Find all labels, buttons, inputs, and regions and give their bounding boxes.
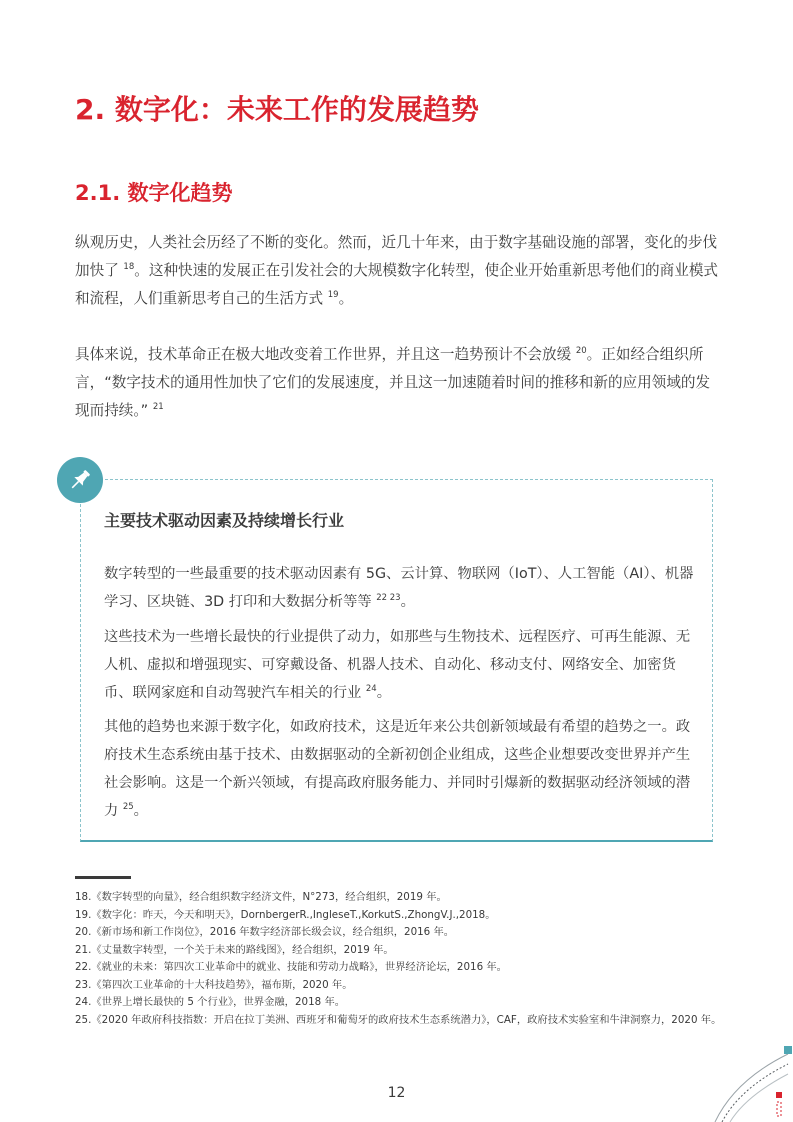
callout-paragraph-3 — [104, 713, 694, 825]
body-paragraph-1 — [75, 229, 718, 313]
footnote-reference: 22 23 — [376, 593, 401, 604]
callout-paragraph-2 — [104, 623, 694, 707]
body-paragraph-2 — [75, 341, 718, 425]
text-run: 。 — [133, 803, 148, 819]
footnote-item: 25.《2020 年政府科技指数：开启在拉丁美洲、西班牙和葡萄牙的政府技术生态系统潜力》，CAF，政府技术实验室和牛津洞察力，2020 年。 — [75, 1013, 722, 1026]
footnote-reference: 19 — [327, 290, 339, 301]
footnote-item: 19.《数字化：昨天，今天和明天》，DornbergerR.,IngleseT.,KorkutS.,ZhongV.J.,2018。 — [75, 908, 496, 921]
text-run: 。 — [376, 685, 392, 701]
footnote-item: 21.《丈量数字转型，一个关于未来的路线图》，经合组织，2019 年。 — [75, 943, 394, 956]
text-run: 数字转型的一些最重要的技术驱动因素有 5G、云计算、物联网（IoT）、人工智能（AI）、机器学习、区块链、3D 打印和大数据分析等等 — [104, 566, 694, 610]
chapter-heading: 2. 数字化：未来工作的发展趋势 — [75, 93, 479, 126]
callout-paragraph-1 — [104, 560, 694, 616]
footnote-list — [75, 889, 735, 1029]
footnote-item: 22.《就业的未来：第四次工业革命中的就业、技能和劳动力战略》，世界经济论坛，2016 年。 — [75, 961, 507, 973]
section-heading: 2.1. 数字化趋势 — [75, 181, 233, 205]
page-number: 12 — [387, 1085, 406, 1101]
footnote-divider — [75, 876, 131, 879]
text-run: 。 — [338, 290, 354, 307]
decorative-corner-graphic — [700, 1040, 793, 1122]
text-run: 具体来说，技术革命正在极大地改变着工作世界，并且这一趋势预计不会放缓 — [75, 346, 576, 363]
text-run: 纵观历史，人类社会历经了不断的变化。然而，近几十年来，由于数字基础设施的部署，变化的步伐加快了 — [75, 234, 718, 279]
footnote-reference: 25 — [122, 802, 134, 813]
text-run: 。 — [400, 594, 415, 610]
text-run: 其他的趋势也来源于数字化，如政府技术，这是近年来公共创新领域最有希望的趋势之一。政府技术生态系统由基于技术、由数据驱动的全新初创企业组成，这些企业想要改变世界并产生社会影响。这是一个新兴领域，有提高政府服务能力、并同时引爆新的数据驱动经济领域的潜力 — [104, 719, 691, 819]
footnote-reference: 18 — [123, 262, 135, 273]
footnote-item: 24.《世界上增长最快的 5 个行业》，世界金融，2018 年。 — [75, 996, 346, 1008]
footnote-reference: 21 — [152, 402, 164, 413]
text-run: 这些技术为一些增长最快的行业提供了动力，如那些与生物技术、远程医疗、可再生能源、无人机、虚拟和增强现实、可穿戴设备、机器人技术、自动化、移动支付、网络安全、加密货币、联网家庭和自动驾驶汽车相关的行业 — [104, 629, 691, 701]
callout-title: 主要技术驱动因素及持续增长行业 — [104, 511, 345, 530]
footnote-item: 23.《第四次工业革命的十大科技趋势》，福布斯，2020 年。 — [75, 978, 353, 991]
footnote-item: 18.《数字转型的向量》，经合组织数字经济文件，N°273，经合组织，2019 年。 — [75, 891, 447, 903]
pin-icon — [57, 457, 103, 503]
footnote-reference: 20 — [575, 346, 587, 357]
footnote-reference: 24 — [365, 684, 377, 695]
text-run: 。这种快速的发展正在引发社会的大规模数字化转型，使企业开始重新思考他们的商业模式和流程，人们重新思考自己的生活方式 — [75, 262, 719, 307]
footnote-item: 20.《新市场和新工作岗位》，2016 年数字经济部长级会议，经合组织，2016 年。 — [75, 926, 455, 938]
text-run: 。正如经合组织所言，“数字技术的通用性加快了它们的发展速度，并且这一加速随着时间的推移和新的应用领域的发现而持续。” — [75, 346, 711, 419]
